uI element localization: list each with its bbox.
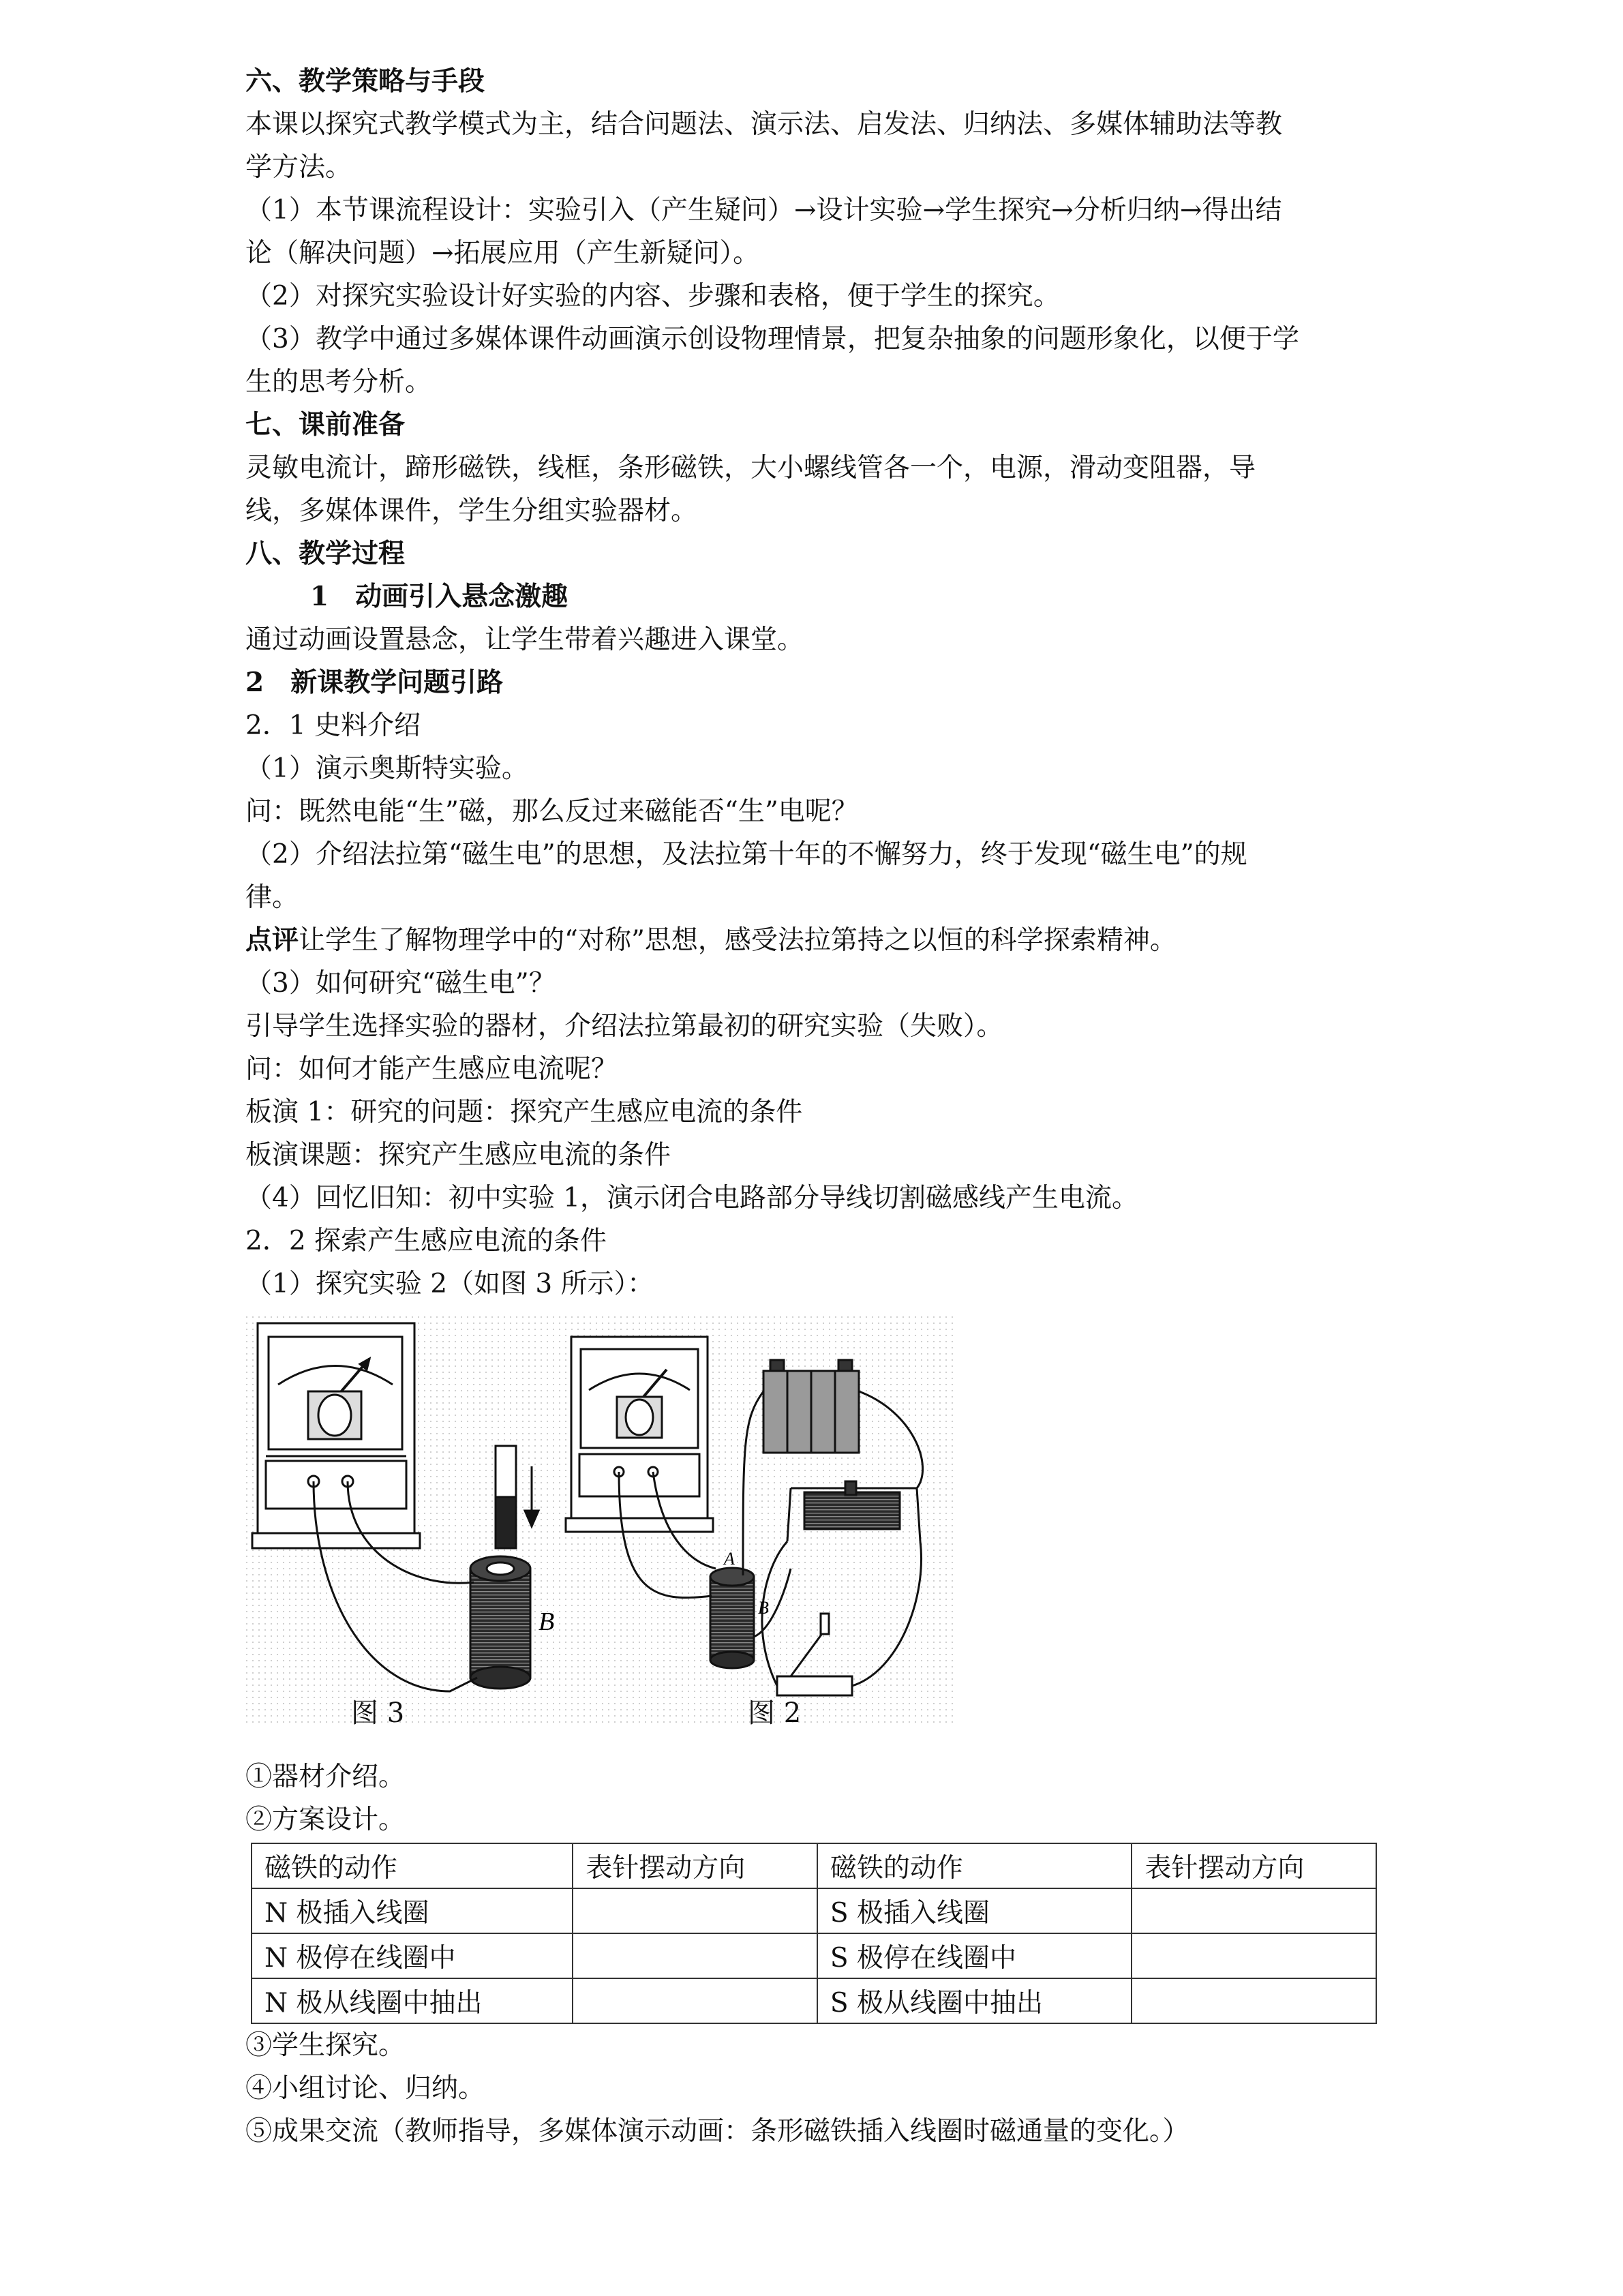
paragraph: 本课以探究式教学模式为主，结合问题法、演示法、启发法、归纳法、多媒体辅助法等教	[245, 109, 1283, 140]
paragraph: （1）探究实验 2（如图 3 所示）：	[245, 1269, 654, 1299]
paragraph: （1）本节课流程设计：实验引入（产生疑问）→设计实验→学生探究→分析归纳→得出结	[245, 195, 1282, 226]
paragraph: 线，多媒体课件，学生分组实验器材。	[245, 496, 698, 526]
figure-caption-left: 图 3	[351, 1697, 405, 1729]
paragraph: 论（解决问题）→拓展应用（产生新疑问）。	[245, 238, 760, 269]
section-8-heading: 八、教学过程	[245, 538, 406, 569]
table-cell: S 极插入线圈	[817, 1888, 1132, 1933]
paragraph: 问：如何才能产生感应电流呢？	[245, 1054, 618, 1085]
paragraph: 学方法。	[245, 152, 352, 183]
table-header-cell: 表针摆动方向	[1132, 1843, 1376, 1888]
document-page	[245, 60, 1377, 2153]
table-row	[252, 1978, 1376, 2023]
table-cell	[1132, 1978, 1376, 2023]
table-cell: N 极插入线圈	[252, 1888, 573, 1933]
table-cell	[1132, 1888, 1376, 1933]
table-header-cell: 磁铁的动作	[252, 1843, 573, 1888]
paragraph: （1）演示奥斯特实验。	[245, 753, 528, 784]
table-cell	[1132, 1933, 1376, 1978]
table-cell: S 极停在线圈中	[817, 1933, 1132, 1978]
table-cell: N 极从线圈中抽出	[252, 1978, 573, 2023]
step-item: ③学生探究。	[245, 2030, 406, 2061]
table-header-row	[252, 1843, 1376, 1888]
table-header-cell: 磁铁的动作	[817, 1843, 1132, 1888]
section-7-heading: 七、课前准备	[245, 409, 406, 440]
coil-label-b-right: B	[758, 1598, 769, 1618]
step-item: ④小组讨论、归纳。	[245, 2073, 485, 2104]
paragraph: 引导学生选择实验的器材，介绍法拉第最初的研究实验（失败）。	[245, 1011, 1003, 1042]
table-cell	[573, 1978, 817, 2023]
step-item: ①器材介绍。	[245, 1762, 406, 1792]
subsection-2-1-heading: 2．1 史料介绍	[245, 710, 421, 741]
paragraph: 生的思考分析。	[245, 367, 432, 397]
experiment-plan-table	[251, 1843, 1377, 2024]
coil-label-b-left: B	[539, 1607, 555, 1636]
step-item: ⑤成果交流（教师指导，多媒体演示动画：条形磁铁插入线圈时磁通量的变化。）	[245, 2116, 1189, 2147]
paragraph: 律。	[245, 882, 299, 913]
coil-right	[710, 1568, 754, 1668]
paragraph: （2）对探究实验设计好实验的内容、步骤和表格，便于学生的探究。	[245, 281, 1060, 312]
table-cell	[573, 1933, 817, 1978]
paragraph: （2）介绍法拉第“磁生电”的思想，及法拉第十年的不懈努力，终于发现“磁生电”的规	[245, 839, 1247, 870]
table-row	[252, 1888, 1376, 1933]
comment-paragraph	[245, 919, 1377, 962]
coil-label-a-right: A	[724, 1549, 735, 1569]
paragraph: 灵敏电流计，蹄形磁铁，线框，条形磁铁，大小螺线管各一个，电源，滑动变阻器，导	[245, 453, 1256, 483]
paragraph: 问：既然电能“生”磁，那么反过来磁能否“生”电呢？	[245, 796, 858, 827]
paragraph: （3）如何研究“磁生电”？	[245, 968, 556, 999]
paragraph: 板演课题：探究产生感应电流的条件	[245, 1140, 671, 1170]
paragraph: 板演 1：研究的问题：探究产生感应电流的条件	[245, 1097, 803, 1128]
step-item: ②方案设计。	[245, 1804, 406, 1835]
section-6-heading: 六、教学策略与手段	[245, 65, 485, 97]
figure-caption-right: 图 2	[748, 1697, 802, 1729]
paragraph: 通过动画设置悬念，让学生带着兴趣进入课堂。	[245, 624, 804, 655]
table-cell: N 极停在线圈中	[252, 1933, 573, 1978]
paragraph: （4）回忆旧知：初中实验 1，演示闭合电路部分导线切割磁感线产生电流。	[245, 1183, 1139, 1213]
table-header-cell: 表针摆动方向	[573, 1843, 817, 1888]
comment-label: 点评	[245, 924, 299, 956]
subsection-1-heading: 1 动画引入悬念激趣	[310, 581, 568, 612]
paragraph: （3）教学中通过多媒体课件动画演示创设物理情景，把复杂抽象的问题形象化，以便于学	[245, 324, 1299, 354]
subsection-2-2-heading: 2．2 探索产生感应电流的条件	[245, 1226, 607, 1256]
experiment-illustration	[245, 1310, 954, 1746]
coil-left	[470, 1556, 530, 1689]
subsection-2-heading: 2 新课教学问题引路	[245, 667, 504, 698]
table-cell	[573, 1888, 817, 1933]
table-row	[252, 1933, 1376, 1978]
galvanometer-right	[566, 1337, 713, 1532]
experiment-figure	[245, 1310, 954, 1746]
table-cell: S 极从线圈中抽出	[817, 1978, 1132, 2023]
comment-text: 让学生了解物理学中的“对称”思想，感受法拉第持之以恒的科学探索精神。	[299, 925, 1177, 956]
battery	[763, 1360, 859, 1453]
galvanometer-left	[252, 1323, 420, 1548]
